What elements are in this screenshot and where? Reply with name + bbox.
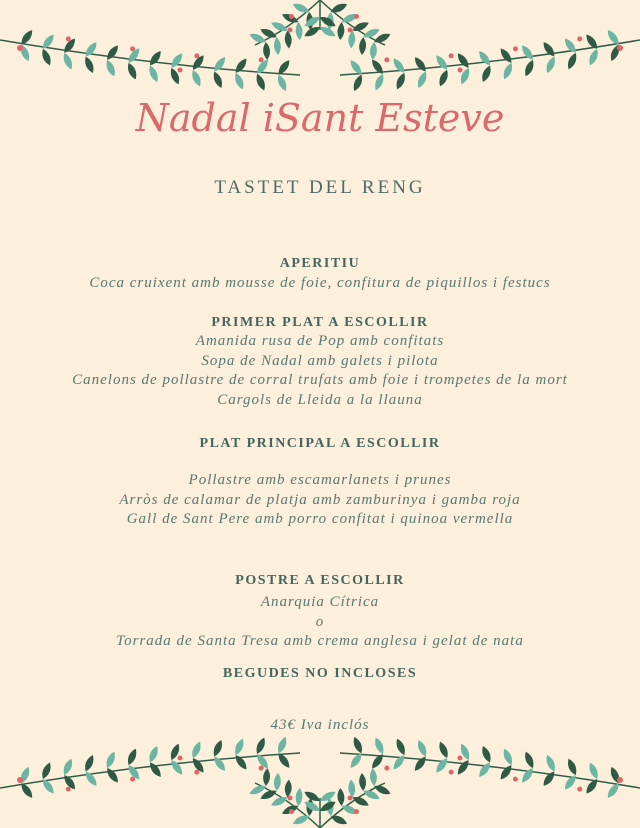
leaf-icon [83, 769, 99, 788]
leaf-icon [434, 756, 450, 775]
berry-icon [354, 14, 359, 19]
menu-item: Torrada de Santa Tresa amb crema anglesa i gelat de nata [116, 633, 524, 649]
menu-item: Anarquia Cítrica [260, 594, 380, 610]
leaf-icon [519, 43, 535, 62]
leaf-icon [169, 758, 185, 777]
leaf-icon [233, 737, 246, 756]
menu-item: Amanida rusa de Pop amb confitats [195, 333, 445, 349]
leaf-icon [273, 37, 281, 55]
berry-icon [289, 809, 294, 814]
leaf-icon [233, 753, 249, 772]
leaf-icon [391, 753, 407, 772]
leaf-icon [369, 768, 377, 786]
menu-item: Pollastre amb escamarlanets i prunes [188, 472, 452, 488]
berry-icon [194, 53, 199, 58]
leaf-icon [291, 813, 310, 827]
leaf-icon [212, 55, 228, 74]
leaf-icon [544, 754, 557, 773]
leaf-icon [147, 745, 160, 764]
leaf-icon [262, 42, 270, 60]
menu-item: Canelons de pollastre de corral trufats amb foie i trompetes de la mort [72, 372, 568, 388]
leaf-icon [211, 70, 224, 89]
leaf-icon [190, 740, 203, 759]
leaf-icon [83, 40, 99, 59]
berry-icon [17, 777, 23, 783]
section-heading: BEGUDES NO INCLOSES [222, 666, 418, 681]
leaf-icon [169, 51, 185, 70]
leaf-icon [501, 61, 514, 80]
leaf-icon [437, 740, 450, 759]
leaf-icon [212, 754, 228, 773]
leaf-icon [275, 735, 288, 754]
section-heading: POSTRE A ESCOLLIR [235, 573, 405, 588]
berry-icon [458, 756, 463, 761]
leaf-icon [125, 747, 138, 766]
leaf-icon [477, 49, 493, 68]
leaf-icon [498, 763, 514, 782]
leaf-icon [40, 48, 53, 67]
leaf-icon [369, 42, 377, 60]
berry-icon [289, 14, 294, 19]
leaf-icon [455, 758, 471, 777]
berry-icon [449, 53, 454, 58]
leaf-icon [104, 766, 120, 785]
berry-icon [458, 68, 463, 73]
leaf-icon [415, 739, 428, 758]
berry-icon [348, 796, 353, 801]
berry-icon [354, 809, 359, 814]
menu-item: Gall de Sant Pere amb porro confitat i quinoa vermella [126, 511, 514, 527]
leaf-icon [233, 56, 249, 75]
berry-icon [449, 770, 454, 775]
top-floral-garland [0, 0, 640, 110]
leaf-icon [434, 53, 450, 72]
berry-icon [384, 766, 389, 771]
leaf-icon [295, 788, 303, 806]
leaf-icon [83, 754, 96, 773]
leaf-icon [358, 37, 366, 55]
leaf-icon [455, 51, 471, 70]
berry-icon [513, 46, 518, 51]
leaf-icon [104, 58, 117, 77]
leaf-icon [147, 49, 163, 68]
section-heading: PRIMER PLAT A ESCOLLIR [211, 315, 429, 330]
menu-item: Sopa de Nadal amb galets i pilota [201, 352, 439, 369]
leaf-icon [565, 52, 578, 71]
berry-icon [130, 777, 135, 782]
leaf-icon [412, 55, 428, 74]
berry-icon [348, 28, 353, 33]
berry-icon [178, 68, 183, 73]
leaf-icon [40, 761, 53, 780]
berry-icon [384, 57, 389, 62]
leaf-icon [587, 48, 600, 67]
leaf-icon [211, 739, 224, 758]
berry-icon [288, 796, 293, 801]
berry-icon [288, 28, 293, 33]
leaf-icon [394, 72, 407, 91]
section-plat-principal [0, 436, 640, 530]
leaf-icon [587, 761, 600, 780]
berry-icon [617, 45, 623, 51]
leaf-icon [254, 736, 267, 755]
berry-icon [17, 45, 23, 51]
leaf-icon [329, 813, 348, 827]
leaf-icon [519, 766, 535, 785]
leaf-icon [373, 736, 386, 755]
menu-item: Arròs de calamar de platja amb zamburinya i gamba roja [119, 491, 521, 508]
leaf-icon [544, 55, 557, 74]
leaf-icon [147, 64, 160, 83]
leaf-icon [329, 1, 348, 15]
leaf-icon [501, 747, 514, 766]
leaf-icon [61, 52, 74, 71]
leaf-icon [284, 30, 292, 48]
leaf-icon [125, 61, 138, 80]
menu-price: 43€ Iva inclós [270, 717, 370, 733]
bottom-floral-garland [0, 718, 640, 828]
section-primer-plat [0, 315, 640, 410]
leaf-icon [254, 73, 267, 92]
leaf-icon [337, 788, 345, 806]
menu-item: Coca cruixent amb mousse de foie, confitura de piquillos i festucs [89, 275, 551, 291]
leaf-icon [348, 779, 356, 797]
leaf-icon [394, 737, 407, 756]
leaf-icon [284, 779, 292, 797]
leaf-icon [523, 750, 536, 769]
leaf-icon [373, 73, 386, 92]
leaf-icon [415, 70, 428, 89]
leaf-icon [565, 757, 578, 776]
berry-icon [66, 36, 71, 41]
berry-icon [577, 36, 582, 41]
section-aperitiu [0, 256, 640, 294]
berry-icon [194, 770, 199, 775]
leaf-icon [480, 64, 493, 83]
section-heading: APERITIU [279, 256, 361, 271]
leaf-icon [437, 68, 450, 87]
leaf-icon [291, 1, 310, 15]
berry-icon [66, 787, 71, 792]
menu-subtitle: TASTET DEL RENG [214, 177, 426, 198]
leaf-icon [262, 768, 270, 786]
leaf-icon [348, 30, 356, 48]
berry-icon [178, 756, 183, 761]
leaf-icon [541, 769, 557, 788]
section-begudes [0, 666, 640, 682]
leaf-icon [351, 73, 364, 92]
leaf-icon [477, 760, 493, 779]
berry-icon [513, 777, 518, 782]
leaf-icon [233, 72, 246, 91]
menu-title: Nadal iSant Esteve [135, 96, 505, 140]
leaf-icon [541, 40, 557, 59]
leaf-icon [498, 46, 514, 65]
leaf-icon [337, 22, 345, 40]
menu-item: Cargols de Lleida a la llauna [217, 391, 423, 408]
berry-icon [617, 777, 623, 783]
leaf-icon [104, 750, 117, 769]
leaf-icon [147, 760, 163, 779]
leaf-icon [83, 55, 96, 74]
leaf-icon [61, 757, 74, 776]
berry-icon [259, 766, 264, 771]
leaf-icon [391, 56, 407, 75]
leaf-icon [273, 773, 281, 791]
section-postre [0, 573, 640, 652]
leaf-icon [480, 745, 493, 764]
leaf-icon [295, 22, 303, 40]
berry-icon [577, 787, 582, 792]
leaf-icon [275, 73, 288, 92]
leaf-icon [104, 43, 120, 62]
leaf-icon [523, 58, 536, 77]
leaf-icon [351, 735, 364, 754]
menu-item: o [315, 613, 325, 630]
leaf-icon [190, 68, 203, 87]
berry-icon [130, 46, 135, 51]
section-heading: PLAT PRINCIPAL A ESCOLLIR [199, 436, 441, 451]
berry-icon [259, 57, 264, 62]
leaf-icon [412, 754, 428, 773]
leaf-icon [358, 773, 366, 791]
